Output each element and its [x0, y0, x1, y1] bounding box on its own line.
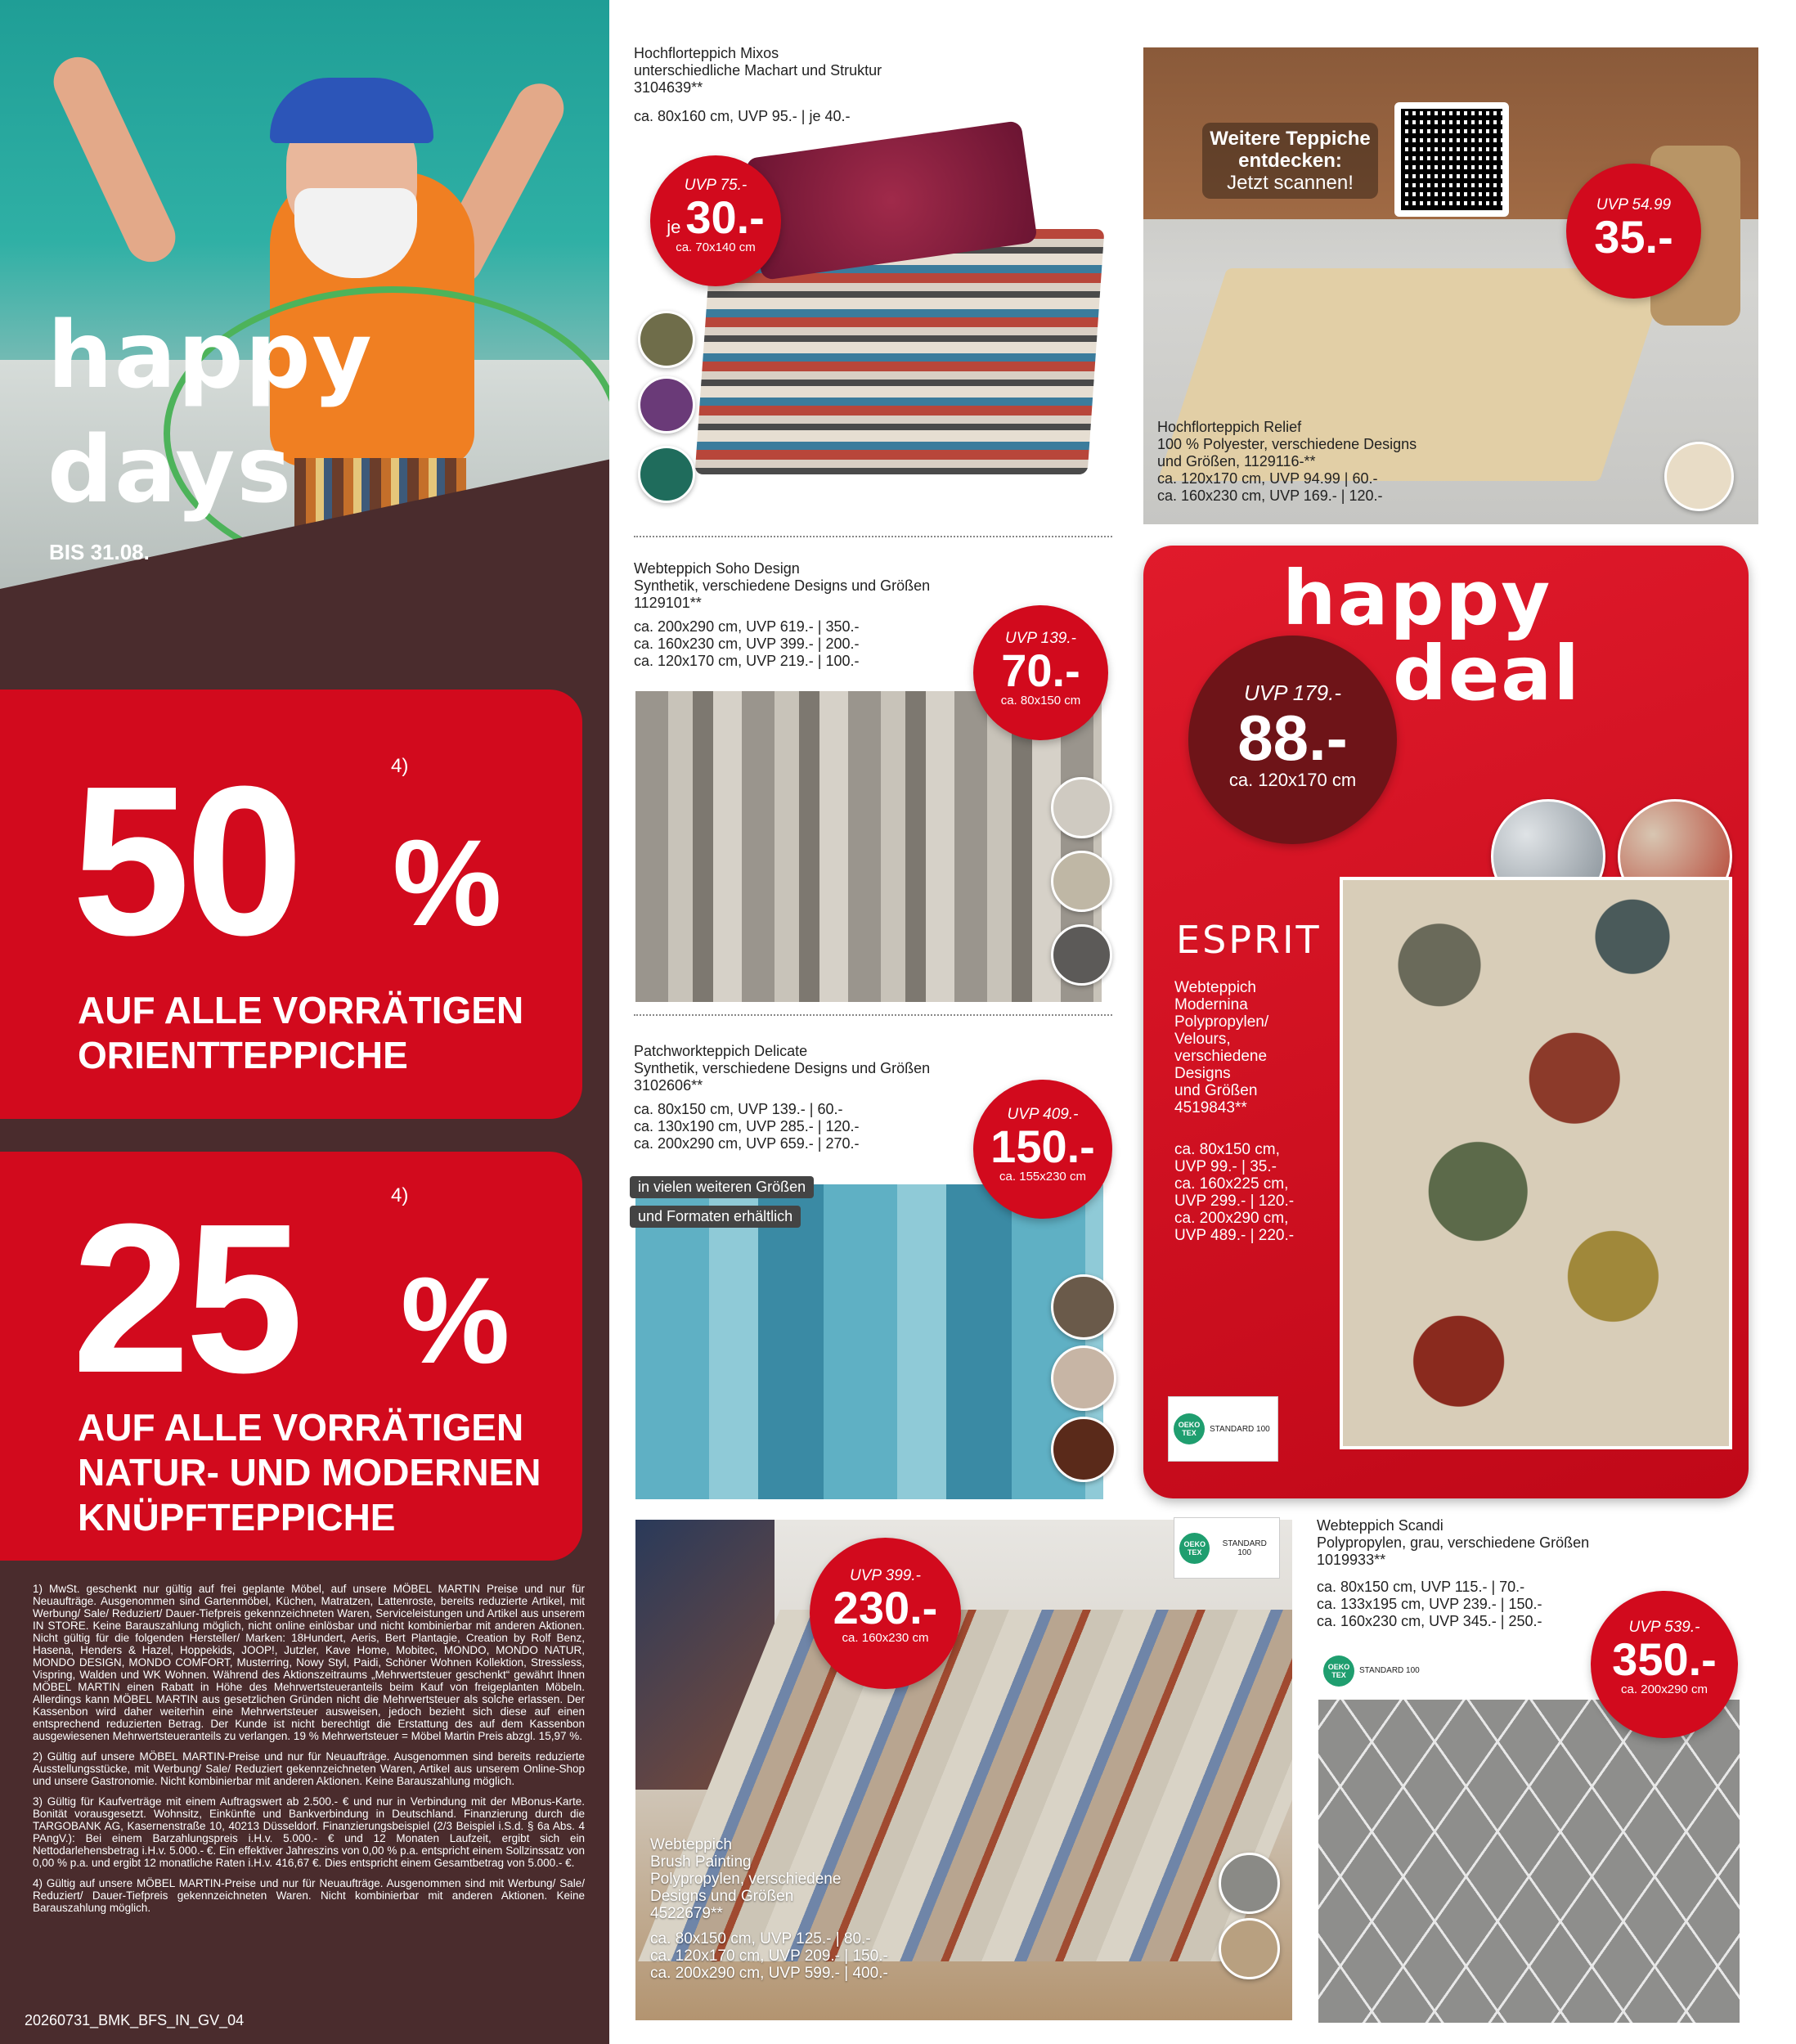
happy-deal-panel: [1143, 546, 1749, 1498]
mixos-size: ca. 70x140 cm: [676, 240, 756, 254]
deal-title-deal: deal: [1393, 630, 1581, 717]
relief-material: 100 % Polyester, verschiedene Designs: [1157, 436, 1417, 452]
scandi-spec-3: ca. 160x230 cm, UVP 345.- | 250.-: [1317, 1613, 1542, 1629]
footnote-3: 3) Gültig für Kaufverträge mit einem Auftragswert ab 2.500.- € und nur in Verbindung mit der MBonus-Karte. Bonität vorausgesetzt. Wohnsitz, Einkünfte und Bankverbindung in Deutschland. Finanzierung durch die TARGOBANK AG, Kasernenstraße 10, 40213 Düsseldorf. Finanzierungsbeispiel (2/3 Beispiel i.S.d. § 6a Abs. 4 PAngV.): Bei einem Barzahlungspreis i.H.v. 5.000.- € und 12 Monaten Laufzeit, ergibt sich ein Nettodarlehensbetrag i.H.v. 5.000.- €. Ein effektiver Jahreszins von 0,00 % p.a. entspricht einem Sollzinssatz von 0,00 % p.a. und ergibt 12 monatliche Raten i.H.v. 416,67 €. Dies entspricht einem Gesamtbetrag von 5.000.- €.: [33, 1795, 585, 1869]
oeko-standard: STANDARD 100: [1222, 1539, 1267, 1557]
deal-desc-line: Polypropylen/: [1174, 1013, 1269, 1031]
legal-footnotes: [33, 1583, 585, 1922]
man-cap: [270, 78, 433, 143]
promo-50-footnote: 4): [391, 755, 409, 777]
deal-spec: [1174, 1141, 1297, 1244]
delicate-article: 3102606**: [634, 1077, 703, 1094]
brush-desc-line: Designs und Größen: [650, 1888, 794, 1905]
brush-color-grey[interactable]: [1219, 1853, 1280, 1914]
delicate-rug: [635, 1184, 1103, 1499]
mixos-price-badge: [650, 155, 781, 286]
oeko-icon: OEKO TEX: [1179, 1533, 1210, 1564]
brush-oeko-label: [1174, 1517, 1280, 1579]
scandi-size: ca. 200x290 cm: [1621, 1682, 1708, 1696]
scandi-title: Webteppich Scandi: [1317, 1517, 1444, 1534]
mixos-title: Hochflorteppich Mixos: [634, 45, 779, 61]
relief-info: [1157, 419, 1583, 505]
soho-spec-3: ca. 120x170 cm, UVP 219.- | 100.-: [634, 653, 860, 669]
promo-25-footnote: 4): [391, 1184, 409, 1206]
scandi-spec-1: ca. 80x150 cm, UVP 115.- | 70.-: [1317, 1579, 1525, 1595]
relief-article: und Größen, 1129116-**: [1157, 453, 1316, 469]
hero-until-date: BIS 31.08.: [49, 540, 150, 564]
mixos-info: [634, 45, 1125, 125]
hero-title-days: days: [47, 417, 293, 523]
deal-spec-line: ca. 160x225 cm,: [1174, 1175, 1289, 1193]
delicate-title: Patchworkteppich Delicate: [634, 1043, 808, 1059]
hero-title-happy: happy: [47, 303, 374, 409]
brush-spec-2: ca. 120x170 cm, UVP 209.- | 150.-: [650, 1947, 888, 1965]
soho-article: 1129101**: [634, 595, 702, 611]
relief-spec-2: ca. 160x230 cm, UVP 169.- | 120.-: [1157, 487, 1383, 504]
delicate-spec-1: ca. 80x150 cm, UVP 139.- | 60.-: [634, 1101, 843, 1117]
soho-color-light[interactable]: [1051, 777, 1112, 838]
qr-callout-line3: Jetzt scannen!: [1227, 172, 1354, 194]
relief-color-beige[interactable]: [1664, 442, 1734, 511]
brush-price-badge: [810, 1538, 961, 1689]
promo-50-value: 50: [72, 743, 299, 980]
footnote-4: 4) Gültig auf unsere MÖBEL MARTIN-Preise und nur für Neuaufträge. Ausgenommen sind mit Werbung/ Sale/ Reduziert/ Dauer-Tiefpreis gekennzeichneten Waren. Nicht kombinierbar mit anderen Aktionen. Keine Barauszahlung möglich.: [33, 1877, 585, 1914]
footnote-1: 1) MwSt. geschenkt nur gültig auf frei geplante Möbel, auf unsere MÖBEL MARTIN Preise und nur für Neuaufträge. Ausgenommen sind Gartenmöbel, Küchen, Matratzen, Lattenroste, bereits reduzierte Artikel, mit Werbung/ Sale/ Reduziert/ Dauer-Tiefpreis gekennzeichneten Waren, Serviceleistungen und Artikel aus unserem IN STORE. Keine Barauszahlung möglich, nicht online einlösbar und nicht kombinierbar mit anderen Aktionen. Nicht gültig für die folgenden Hersteller/ Marken: 18Hundert, Aeris, Bert Plantagie, Creation by Rolf Benz, Hasena, Henders & Hazel, Hoppekids, JOOP!, Jutzler, Kave Home, Mobitec, MONDO, MONDO NATUR, MONDO DESIGN, MONDO COMFORT, Musterring, Nowy Styl, Paidi, Schöner Wohnen Kollektion, Stressless, Vispring, Walden und WK Wohnen. Während des Aktionszeitraums „Mehrwertsteuer geschenkt“ gewährt Ihnen MÖBEL MARTIN einen Rabatt in Höhe des Mehrwertsteueranteils beim Kauf von freigeplanten Möbeln. Allerdings kann MÖBEL MARTIN aus gesetzlichen Gründen nicht die Mehrwertsteuer als solche erlassen. Der Kassenbon wird daher weiterhin eine Mehrwertsteuer ausweisen, jedoch bezieht sich diese auf einen entsprechend reduzierten Betrag. Der Kunde ist nicht berechtigt die Erstattung des auf dem Kassenbon ausgewiesenen Mehrwertsteueranteils zu verlangen. 19 % Mehrwertsteuer = Möbel Martin Preis abzgl. 15,97 %.: [33, 1583, 585, 1742]
brush-desc-line: 4522679**: [650, 1905, 723, 1922]
soho-spec-2: ca. 160x230 cm, UVP 399.- | 200.-: [634, 636, 860, 652]
mixos-uvp: UVP 75.-: [684, 177, 748, 194]
promo-25-value: 25: [72, 1180, 299, 1417]
soho-color-anthracite[interactable]: [1051, 924, 1112, 986]
deal-spec-line: ca. 80x150 cm,: [1174, 1141, 1280, 1158]
promo-25-box: [0, 1152, 582, 1561]
deal-size: ca. 120x170 cm: [1228, 770, 1357, 790]
soho-price-badge: [973, 605, 1108, 740]
brush-price: 230.-: [833, 1582, 938, 1633]
scandi-uvp: UVP 539.-: [1628, 1619, 1700, 1636]
brush-color-beige[interactable]: [1219, 1918, 1280, 1979]
scandi-price-badge: [1591, 1591, 1738, 1738]
deal-uvp: UVP 179.-: [1244, 681, 1341, 705]
deal-spec-line: UVP 489.- | 220.-: [1174, 1227, 1295, 1244]
relief-spec-1: ca. 120x170 cm, UVP 94.99 | 60.-: [1157, 470, 1378, 487]
promo-25-line3: KNÜPFTEPPICHE: [78, 1496, 396, 1539]
delicate-price-badge: [973, 1080, 1112, 1219]
brush-spec-3: ca. 200x290 cm, UVP 599.- | 400.-: [650, 1965, 888, 1982]
modernina-rug: [1340, 877, 1732, 1449]
delicate-spec-2: ca. 130x190 cm, UVP 285.- | 120.-: [634, 1118, 860, 1134]
oeko-standard: STANDARD 100: [1210, 1424, 1270, 1434]
delicate-color-rust[interactable]: [1051, 1417, 1116, 1482]
soho-color-beige[interactable]: [1051, 851, 1112, 912]
relief-uvp: UVP 54.99: [1596, 196, 1672, 213]
mixos-color-teal[interactable]: [638, 446, 695, 503]
man-left-arm: [46, 49, 183, 270]
soho-title: Webteppich Soho Design: [634, 560, 800, 577]
mixos-je: je: [667, 217, 681, 237]
soho-spec-1: ca. 200x290 cm, UVP 619.- | 350.-: [634, 618, 860, 635]
promo-25-line1: AUF ALLE VORRÄTIGEN: [78, 1406, 524, 1449]
promo-50-percent: %: [393, 814, 502, 951]
left-column: [0, 0, 609, 2044]
delicate-price: 150.-: [990, 1121, 1095, 1172]
qr-code-pattern: [1401, 109, 1502, 210]
scandi-material: Polypropylen, grau, verschiedene Größen: [1317, 1534, 1590, 1551]
oeko-standard: STANDARD 100: [1359, 1666, 1420, 1675]
oeko-icon: OEKO TEX: [1323, 1655, 1354, 1687]
brush-desc-line: Webteppich: [650, 1836, 732, 1853]
delicate-size: ca. 155x230 cm: [999, 1170, 1086, 1184]
scandi-spec-2: ca. 133x195 cm, UVP 239.- | 150.-: [1317, 1596, 1542, 1612]
mixos-color-olive[interactable]: [638, 311, 695, 368]
relief-price-badge: [1566, 164, 1701, 299]
brush-size: ca. 160x230 cm: [842, 1631, 929, 1645]
mixos-article: 3104639**: [634, 79, 703, 96]
hero-image: [0, 0, 609, 687]
deal-desc-line: Velours,: [1174, 1031, 1231, 1048]
scandi-rug: [1318, 1700, 1740, 2023]
deal-price-badge: [1188, 636, 1397, 844]
deal-desc-line: Modernina: [1174, 996, 1248, 1013]
soho-size: ca. 80x150 cm: [1000, 694, 1081, 708]
promo-25-line2: NATUR- UND MODERNEN: [78, 1451, 541, 1494]
divider-2: [634, 1014, 1112, 1016]
deal-spec-line: UVP 299.- | 120.-: [1174, 1193, 1295, 1210]
delicate-material: Synthetik, verschiedene Designs und Größen: [634, 1060, 931, 1076]
mixos-price: 30.-: [685, 191, 765, 243]
brush-desc-line: Polypropylen, verschiedene: [650, 1871, 842, 1888]
brush-info: [650, 1836, 920, 1982]
scandi-price: 350.-: [1612, 1633, 1717, 1685]
delicate-uvp: UVP 409.-: [1007, 1106, 1079, 1123]
delicate-tag-2: und Formaten erhältlich: [630, 1206, 801, 1228]
mixos-subtitle: unterschiedliche Machart und Struktur: [634, 62, 882, 79]
brush-uvp: UVP 399.-: [850, 1567, 921, 1584]
divider-1: [634, 536, 1112, 537]
deal-oeko-label: [1168, 1396, 1278, 1462]
deal-spec-line: UVP 99.- | 35.-: [1174, 1158, 1277, 1175]
deal-desc-line: 4519843**: [1174, 1099, 1247, 1116]
promo-25-percent: %: [401, 1251, 510, 1389]
deal-desc-line: und Größen: [1174, 1082, 1258, 1099]
deal-desc: [1174, 979, 1281, 1116]
deal-title-happy: happy: [1282, 555, 1552, 642]
qr-callout-line2: entdecken:: [1238, 150, 1342, 172]
delicate-spec-3: ca. 200x290 cm, UVP 659.- | 270.-: [634, 1135, 860, 1152]
brush-spec-1: ca. 80x150 cm, UVP 125.- | 80.-: [650, 1930, 871, 1947]
mixos-spec: ca. 80x160 cm, UVP 95.- | je 40.-: [634, 108, 851, 124]
scandi-article: 1019933**: [1317, 1552, 1386, 1568]
soho-material: Synthetik, verschiedene Designs und Größen: [634, 577, 931, 594]
mixos-color-purple[interactable]: [638, 376, 695, 434]
qr-callout-line1: Weitere Teppiche: [1210, 128, 1371, 150]
promo-50-line2: ORIENTTEPPICHE: [78, 1034, 408, 1076]
promo-50-box: [0, 690, 582, 1119]
deal-spec-line: ca. 200x290 cm,: [1174, 1210, 1289, 1227]
relief-title: Hochflorteppich Relief: [1157, 419, 1302, 435]
soho-uvp: UVP 139.-: [1005, 630, 1076, 647]
relief-price: 35.-: [1594, 211, 1673, 263]
delicate-color-rose[interactable]: [1051, 1345, 1116, 1411]
promo-50-line1: AUF ALLE VORRÄTIGEN: [78, 989, 524, 1031]
deal-price: 88.-: [1237, 702, 1348, 774]
esprit-logo: ESPRIT: [1176, 918, 1322, 962]
oeko-icon: OEKO TEX: [1174, 1413, 1205, 1444]
delicate-color-brown[interactable]: [1051, 1274, 1116, 1340]
footnote-2: 2) Gültig auf unsere MÖBEL MARTIN-Preise und nur für Neuaufträge. Ausgenommen sind bereits reduzierte Ausstellungsstücke, mit Werbung/ Sale/ Reduziert gekennzeichneten Waren, Artikel aus unserem Online-Shop und unsere Gastronomie. Nicht kombinierbar mit anderen Aktionen. Keine Barauszahlung möglich.: [33, 1750, 585, 1787]
deal-desc-line: Webteppich: [1174, 979, 1256, 996]
qr-code[interactable]: [1394, 102, 1509, 217]
brush-desc-line: Brush Painting: [650, 1853, 752, 1871]
deal-desc-line: Designs: [1174, 1065, 1231, 1082]
qr-callout: [1202, 123, 1378, 199]
soho-price: 70.-: [1001, 645, 1080, 696]
deal-desc-line: verschiedene: [1174, 1048, 1268, 1065]
delicate-tag-1: in vielen weiteren Größen: [630, 1176, 814, 1198]
scandi-oeko-label: [1318, 1648, 1425, 1693]
footer-code: 20260731_BMK_BFS_IN_GV_04: [25, 2012, 245, 2028]
